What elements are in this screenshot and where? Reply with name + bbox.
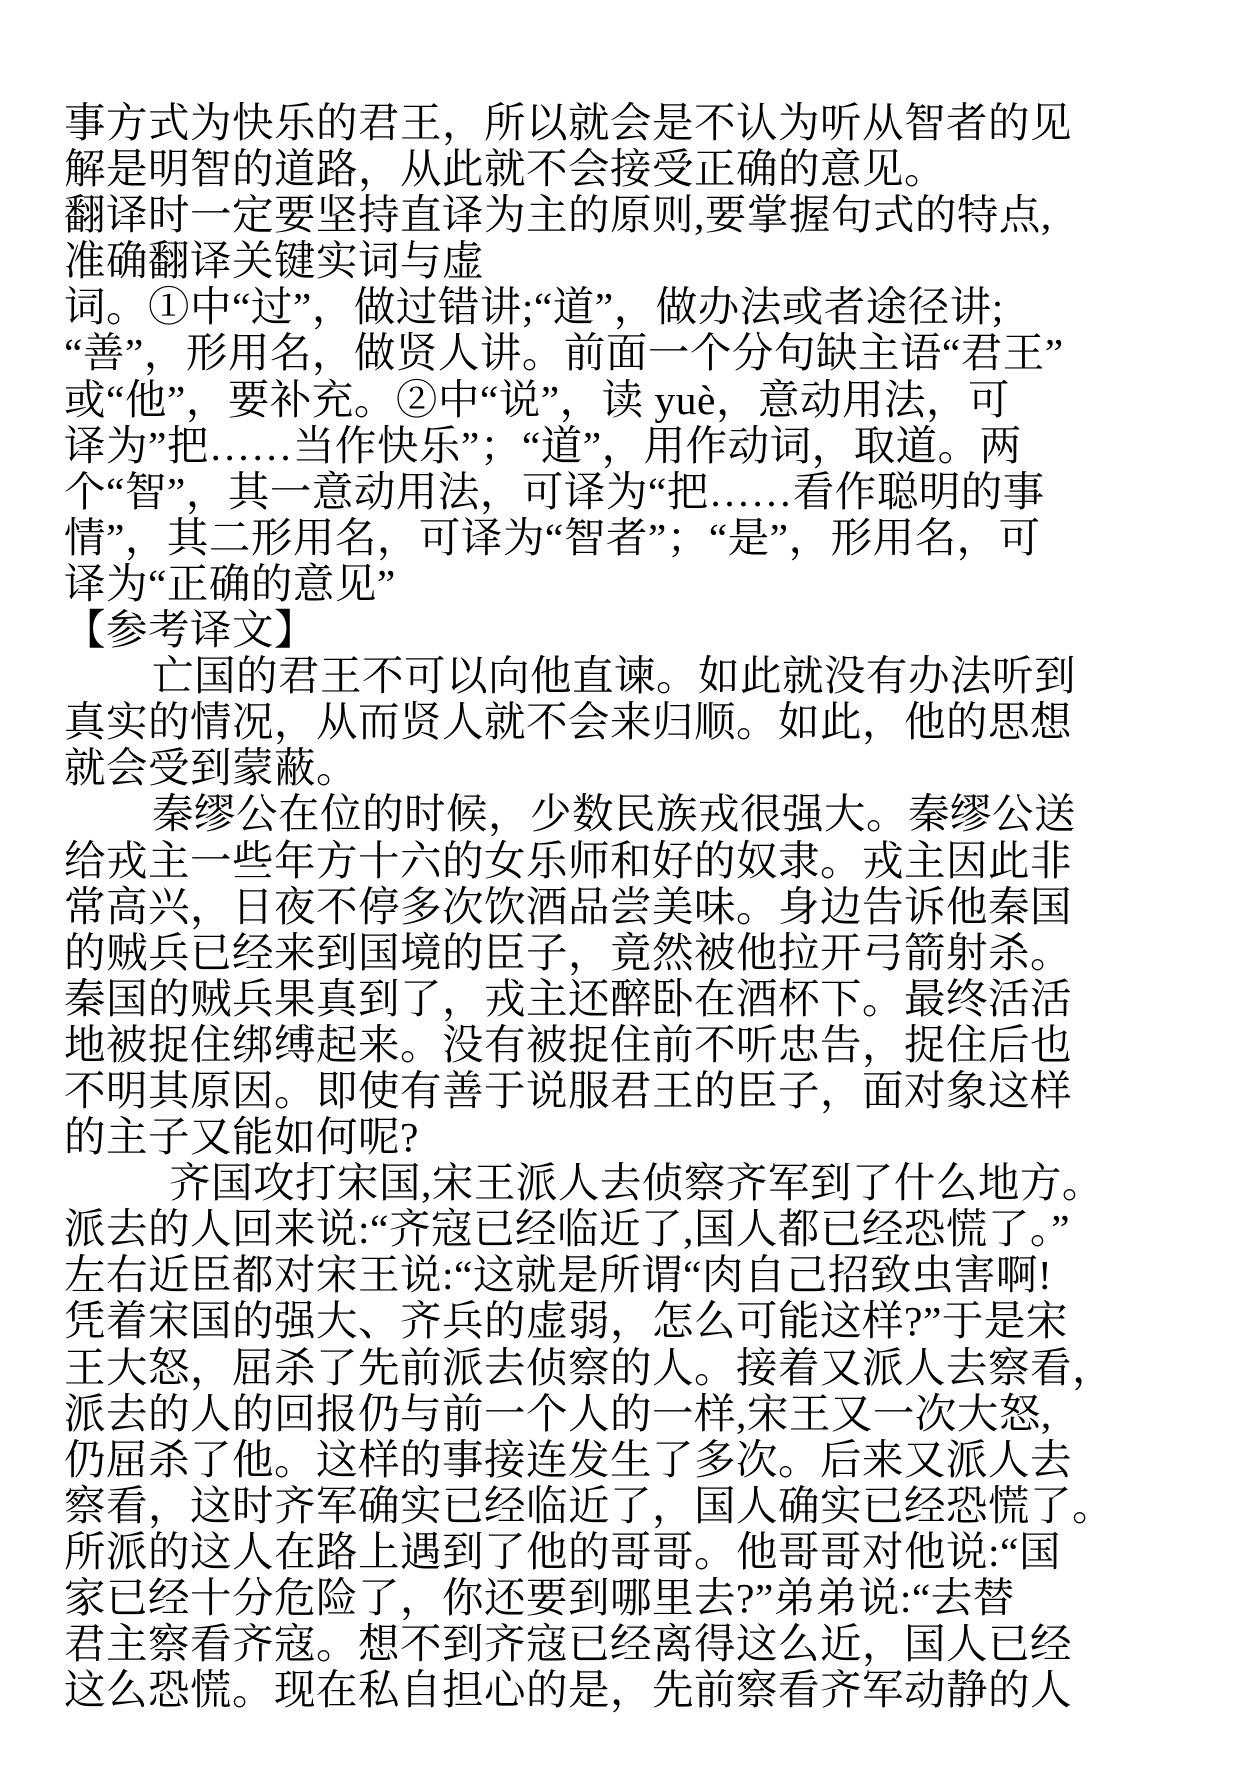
text-line: 派去的人的回报仍与前一个人的一样,宋王又一次大怒, <box>64 1390 1052 1437</box>
text-line: 真实的情况，从而贤人就不会来归顺。如此，他的思想 <box>64 699 1073 746</box>
text-line: 的贼兵已经来到国境的臣子，竟然被他拉开弓箭射杀。 <box>64 929 1073 976</box>
text-line: 秦缪公在位的时候，少数民族戎很强大。秦缪公送 <box>152 791 1077 838</box>
text-line: 译为“正确的意见” <box>64 560 396 607</box>
text-line: 的主子又能如何呢? <box>64 1114 419 1161</box>
text-line: 情”，其二形用名，可译为“智者”；“是”，形用名，可 <box>64 514 1041 561</box>
text-line: 事方式为快乐的君王，所以就会是不认为听从智者的见 <box>64 100 1073 146</box>
text-line: “善”，形用名，做贤人讲。前面一个分句缺主语“君王” <box>64 330 1064 377</box>
text-line: 地被捉住绑缚起来。没有被捉住前不听忠告，捉住后也 <box>64 1021 1073 1068</box>
text-line: 不明其原因。即使有善于说服君王的臣子，面对象这样 <box>64 1067 1073 1114</box>
text-line: 就会受到蒙蔽。 <box>64 745 359 792</box>
text-line: 给戎主一些年方十六的女乐师和好的奴隶。戎主因此非 <box>64 837 1073 884</box>
text-line: 亡国的君王不可以向他直谏。如此就没有办法听到 <box>152 653 1077 700</box>
text-line: 派去的人回来说:“齐寇已经临近了,国人都已经恐慌了。” <box>64 1206 1070 1253</box>
text-line: 仍屈杀了他。这样的事接连发生了多次。后来又派人去 <box>64 1436 1073 1483</box>
text-line: 翻译时一定要坚持直译为主的原则,要掌握句式的特点, <box>64 192 1052 239</box>
text-line: 察看，这时齐军确实已经临近了，国人确实已经恐慌了。 <box>64 1482 1115 1529</box>
text-line: 秦国的贼兵果真到了，戎主还醉卧在酒杯下。最终活活 <box>64 975 1073 1022</box>
text-line: 常高兴，日夜不停多次饮酒品尝美味。身边告诉他秦国 <box>64 883 1073 930</box>
text-line: 或“他”，要补充。②中“说”，读 yuè，意动用法，可 <box>64 376 1010 423</box>
section-title: 【参考译文】 <box>64 607 317 654</box>
text-line: 译为”把……当作快乐”；“道”，用作动词，取道。两 <box>64 422 1022 469</box>
text-line: 齐国攻打宋国,宋王派人去侦察齐军到了什么地方。 <box>169 1160 1104 1207</box>
text-line: 凭着宋国的强大、齐兵的虚弱，怎么可能这样?”于是宋 <box>64 1298 1068 1345</box>
text-line: 准确翻译关键实词与虚 <box>64 238 485 285</box>
text-line: 君主察看齐寇。想不到齐寇已经离得这么近，国人已经 <box>64 1621 1073 1668</box>
text-line: 这么恐慌。现在私自担心的是，先前察看齐军动静的人 <box>64 1667 1073 1714</box>
text-line: 所派的这人在路上遇到了他的哥哥。他哥哥对他说:“国 <box>64 1528 1061 1575</box>
text-line: 词。①中“过”，做过错讲;“道”，做办法或者途径讲; <box>64 284 1004 331</box>
text-line: 个“智”，其一意动用法，可译为“把……看作聪明的事 <box>64 468 1045 515</box>
text-line: 家已经十分危险了，你还要到哪里去?”弟弟说:“去替 <box>64 1575 1015 1621</box>
text-line: 左右近臣都对宋王说:“这就是所谓“肉自己招致虫害啊! <box>64 1252 1053 1299</box>
text-line: 解是明智的道路，从此就不会接受正确的意见。 <box>64 146 947 193</box>
text-line: 王大怒，屈杀了先前派去侦察的人。接着又派人去察看， <box>64 1344 1115 1391</box>
